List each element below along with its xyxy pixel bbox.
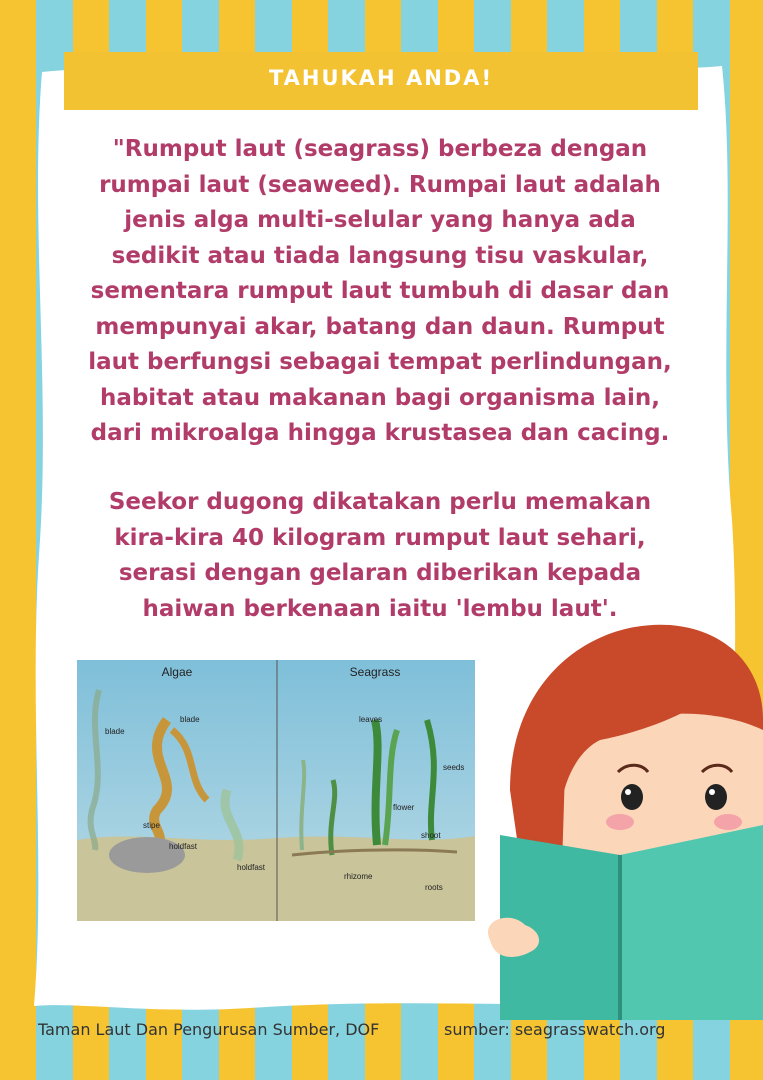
footer-source: sumber: seagrasswatch.org bbox=[444, 1020, 666, 1039]
algae-title: Algae bbox=[161, 665, 193, 679]
algae-seagrass-diagram bbox=[77, 660, 475, 921]
label-holdfast-b: holdfast bbox=[237, 863, 266, 872]
label-shoot: shoot bbox=[421, 831, 441, 840]
banner-title: TAHUKAH ANDA! bbox=[268, 66, 494, 90]
paragraph-dugong: Seekor dugong dikatakan perlu memakan kira-kira 40 kilogram rumput laut sehari, serasi dengan gelaran diberikan kepada haiwan berkenaan iaitu 'lembu laut'. bbox=[108, 489, 652, 622]
paragraph-seagrass-vs-seaweed: "Rumput laut (seagrass) berbeza dengan rumpai laut (seaweed). Rumpai laut adalah jenis alga multi-selular yang hanya ada sedikit atau tiada langsung tisu vaskular, sementara rumput laut tumbuh di dasar dan mempunyai akar, batang dan daun. Rumput laut berfungsi sebagai tempat perlindungan, habitat atau makanan bagi organisma lain, dari mikroalga hingga krustasea dan cacing. bbox=[88, 136, 672, 446]
label-blade-top: blade bbox=[180, 715, 200, 724]
label-blade-left: blade bbox=[105, 727, 125, 736]
label-rhizome: rhizome bbox=[344, 872, 373, 881]
label-flower: flower bbox=[393, 803, 415, 812]
footer-credit: Taman Laut Dan Pengurusan Sumber, DOF bbox=[38, 1020, 380, 1039]
label-leaves: leaves bbox=[359, 715, 383, 724]
seagrass-title: Seagrass bbox=[349, 665, 401, 679]
girl-reading-book-illustration bbox=[470, 600, 763, 1020]
label-roots: roots bbox=[425, 883, 443, 892]
label-seeds: seeds bbox=[443, 763, 465, 772]
label-stipe: stipe bbox=[143, 821, 160, 830]
banner bbox=[64, 52, 698, 110]
label-holdfast-a: holdfast bbox=[169, 842, 198, 851]
